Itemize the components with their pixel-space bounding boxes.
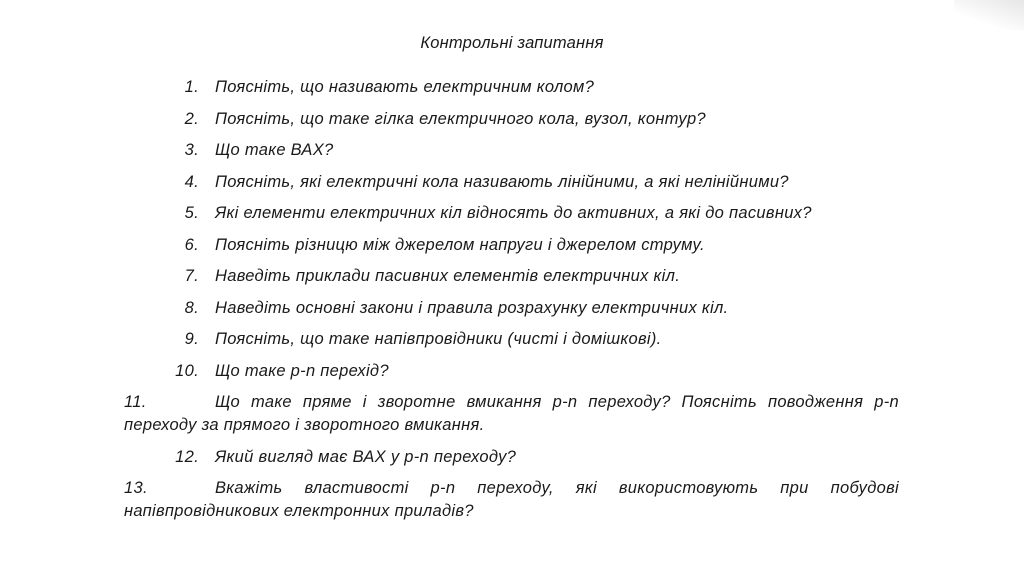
list-item bbox=[124, 391, 899, 437]
item-number: 3. bbox=[184, 141, 199, 159]
list-item bbox=[124, 139, 899, 162]
item-number: 9. bbox=[184, 330, 199, 348]
item-text: Наведіть основні закони і правила розрахунку електричних кіл. bbox=[215, 298, 729, 317]
item-text: Який вигляд має ВАХ у p-n переходу? bbox=[215, 447, 517, 466]
item-number: 11. bbox=[124, 393, 147, 411]
item-number: 13. bbox=[124, 479, 148, 497]
list-item bbox=[124, 202, 899, 225]
item-number: 7. bbox=[184, 267, 199, 285]
item-number: 12. bbox=[175, 447, 199, 466]
item-text: Вкажіть властивості p-n переходу, які використовують при побудові напівпровідникових електронних приладів? bbox=[124, 479, 899, 520]
item-text: Поясніть, що таке напівпровідники (чисті і домішкові). bbox=[215, 330, 662, 348]
item-text: Поясніть, що називають електричним колом? bbox=[215, 78, 595, 96]
item-number: 8. bbox=[184, 298, 199, 317]
item-text: Наведіть приклади пасивних елементів електричних кіл. bbox=[215, 267, 681, 285]
list-item bbox=[124, 328, 899, 351]
item-text: Що таке ВАХ? bbox=[215, 141, 334, 159]
item-text: Поясніть різницю між джерелом напруги і джерелом струму. bbox=[215, 235, 705, 254]
item-text: Поясніть, що таке гілка електричного кола, вузол, контур? bbox=[215, 109, 706, 128]
corner-shade bbox=[954, 0, 1024, 30]
item-number: 4. bbox=[184, 172, 199, 191]
questions-list bbox=[124, 76, 899, 532]
list-item bbox=[124, 477, 899, 523]
item-text: Що таке пряме і зворотне вмикання p-n переходу? Поясніть поводження p-n переходу за прямого і зворотного вмикання. bbox=[124, 393, 899, 434]
item-number: 5. bbox=[184, 204, 199, 222]
list-item bbox=[124, 171, 899, 194]
item-text: Що таке p-n перехід? bbox=[215, 361, 389, 380]
list-item bbox=[124, 297, 899, 320]
list-item bbox=[124, 265, 899, 288]
list-item bbox=[124, 234, 899, 257]
item-text: Поясніть, які електричні кола називають лінійними, а які нелінійними? bbox=[215, 172, 789, 191]
item-number: 2. bbox=[184, 109, 199, 128]
list-item bbox=[124, 360, 899, 383]
item-number: 10. bbox=[175, 361, 199, 380]
item-number: 1. bbox=[184, 78, 199, 96]
list-item bbox=[124, 446, 899, 469]
item-number: 6. bbox=[184, 235, 199, 254]
item-text: Які елементи електричних кіл відносять до активних, а які до пасивних? bbox=[215, 204, 812, 222]
list-item bbox=[124, 108, 899, 131]
page-title: Контрольні запитання bbox=[420, 34, 604, 52]
list-item bbox=[124, 76, 899, 99]
